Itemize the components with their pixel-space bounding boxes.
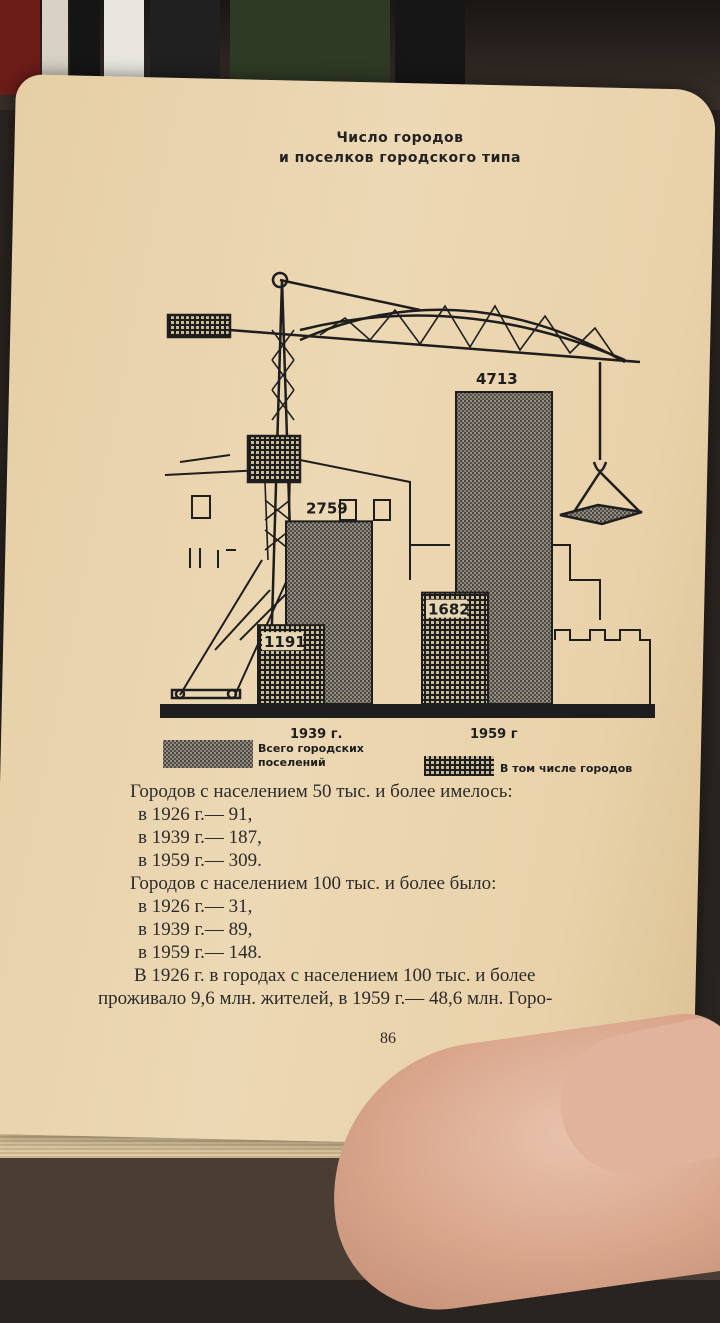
body-text <box>98 780 650 1010</box>
legend-label-cities: В том числе городов <box>500 762 633 775</box>
legend-swatch-total <box>163 740 253 768</box>
category-label-0: 1939 г. <box>290 727 343 742</box>
data-label-total-1: 4713 <box>476 370 518 388</box>
data-label-total-0: 2759 <box>306 499 348 518</box>
data-label-cities-1: 1682 <box>428 600 470 619</box>
paragraph-population-line-1: В 1926 г. в городах с населением 100 тыс. и более <box>134 965 536 986</box>
paragraph-intro-100k: Городов с населением 100 тыс. и более было: <box>130 873 497 894</box>
list-item-100k-1959: в 1959 г.— 148. <box>138 942 262 963</box>
category-label-1: 1959 г <box>470 727 518 742</box>
list-item-50k-1939: в 1939 г.— 187, <box>138 827 262 848</box>
paragraph-population-line-2: проживало 9,6 млн. жителей, в 1959 г.— 48,6 млн. Горо- <box>98 988 553 1009</box>
legend-label-total-line-2: поселений <box>258 756 326 769</box>
chart-title-line-1: Число городов <box>336 130 464 146</box>
list-item-100k-1926: в 1926 г.— 31, <box>138 896 253 917</box>
data-label-cities-0: 1191 <box>264 633 306 652</box>
paragraph-intro-50k: Городов с населением 50 тыс. и более имелось: <box>130 781 513 802</box>
chart-title-line-2: и поселков городского типа <box>278 150 522 166</box>
legend-label-total-line-1: Всего городских <box>258 742 364 755</box>
list-item-100k-1939: в 1939 г.— 89, <box>138 919 253 940</box>
page-number: 86 <box>380 1030 396 1047</box>
list-item-50k-1926: в 1926 г.— 91, <box>138 804 253 825</box>
list-item-50k-1959: в 1959 г.— 309. <box>138 850 262 871</box>
legend-swatch-cities <box>424 756 494 776</box>
buildings-illustration <box>165 455 650 710</box>
chart-legend <box>163 740 632 776</box>
ground-baseline <box>160 704 655 718</box>
